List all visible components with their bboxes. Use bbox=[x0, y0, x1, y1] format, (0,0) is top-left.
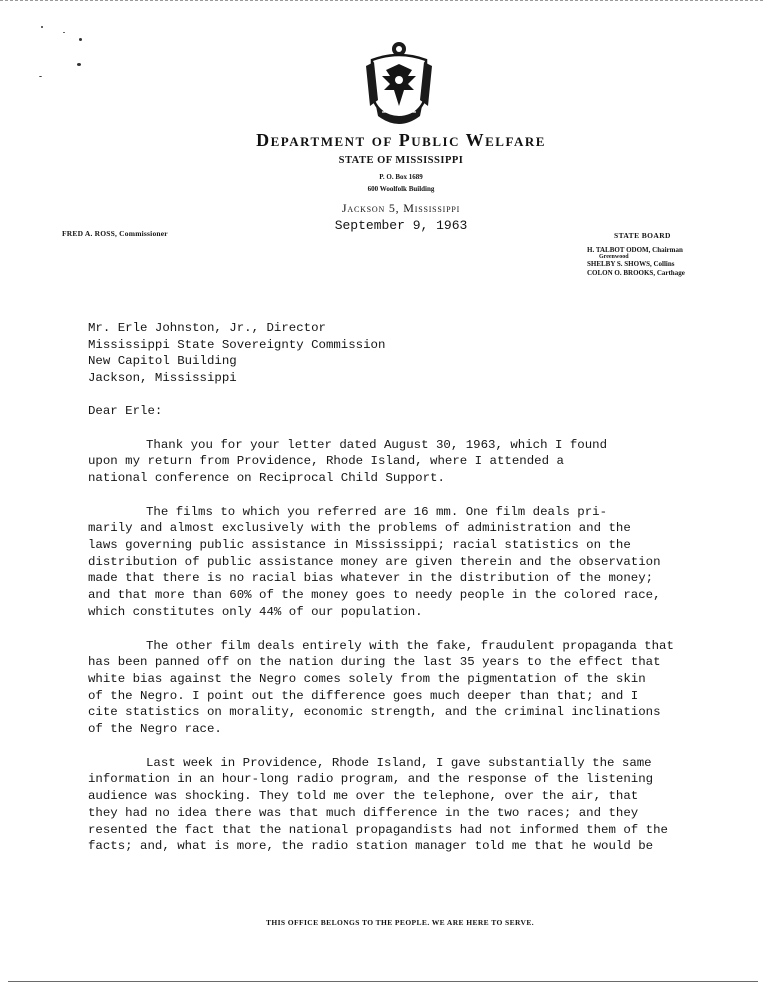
scan-speck bbox=[41, 26, 43, 28]
recipient-line: Jackson, Mississippi bbox=[88, 371, 237, 386]
paragraph bbox=[88, 638, 728, 738]
text-line: resented the fact that the national propagandists had not informed them of the bbox=[88, 822, 668, 837]
department-title: Department of Public Welfare bbox=[256, 130, 546, 150]
text-line: has been panned off on the nation during the last 35 years to the effect that bbox=[88, 655, 661, 670]
letter-date: September 9, 1963 bbox=[334, 218, 468, 233]
state-board-title: STATE BOARD bbox=[614, 231, 671, 240]
paragraph bbox=[88, 755, 728, 855]
recipient-line: Mississippi State Sovereignty Commission bbox=[88, 337, 386, 352]
text-line: national conference on Reciprocal Child Support. bbox=[88, 470, 445, 485]
text-line: made that there is no racial bias whatever in the distribution of the money; bbox=[88, 571, 654, 586]
city-address: Jackson 5, Mississippi bbox=[341, 201, 461, 215]
letter-body bbox=[88, 320, 728, 872]
text-line: distribution of public assistance money are given therein and the observation bbox=[88, 554, 661, 569]
scan-speck bbox=[77, 63, 81, 66]
recipient-line: Mr. Erle Johnston, Jr., Director bbox=[88, 321, 326, 335]
text-line: they had no idea there was that much difference in the two races; and they bbox=[88, 805, 639, 820]
text-line: marily and almost exclusively with the problems of administration and the bbox=[88, 521, 631, 536]
text-line: which constitutes only 44% of our population. bbox=[88, 604, 423, 619]
footer-motto: THIS OFFICE BELONGS TO THE PEOPLE. WE ARE HERE TO SERVE. bbox=[265, 918, 535, 927]
text-line: laws governing public assistance in Mississippi; racial statistics on the bbox=[88, 538, 631, 553]
recipient-line: New Capitol Building bbox=[88, 354, 237, 369]
paragraph bbox=[88, 504, 728, 621]
text-line: of the Negro race. bbox=[88, 722, 222, 737]
scan-speck bbox=[39, 76, 42, 77]
board-member-city: Greenwood bbox=[599, 253, 629, 260]
bottom-border bbox=[8, 981, 758, 982]
recipient-address bbox=[88, 320, 728, 387]
board-member: H. TALBOT ODOM, Chairman bbox=[587, 246, 683, 254]
commissioner-name: FRED A. ROSS, Commissioner bbox=[62, 229, 168, 238]
building-address: 600 Woolfolk Building bbox=[367, 185, 435, 193]
text-line: Thank you for your letter dated August 30, 1963, which I found bbox=[146, 437, 608, 452]
text-line: and that more than 60% of the money goes to needy people in the colored race, bbox=[88, 588, 661, 603]
state-seal-icon bbox=[360, 40, 438, 126]
board-member: SHELBY S. SHOWS, Collins bbox=[587, 260, 675, 269]
po-box: P. O. Box 1689 bbox=[379, 173, 423, 181]
text-line: The other film deals entirely with the fake, fraudulent propaganda that bbox=[146, 638, 674, 653]
text-line: The films to which you referred are 16 mm. One film deals pri- bbox=[146, 504, 608, 519]
scan-speck bbox=[79, 38, 82, 41]
board-member-list bbox=[587, 246, 685, 277]
board-member: COLON O. BROOKS, Carthage bbox=[587, 268, 685, 277]
text-line: facts; and, what is more, the radio station manager told me that he would be bbox=[88, 839, 654, 854]
text-line: cite statistics on morality, economic strength, and the criminal inclinations bbox=[88, 705, 661, 720]
text-line: white bias against the Negro comes solely from the pigmentation of the skin bbox=[88, 671, 646, 686]
state-name: STATE OF MISSISSIPPI bbox=[338, 155, 464, 166]
text-line: audience was shocking. They told me over the telephone, over the air, that bbox=[88, 789, 639, 804]
top-border bbox=[0, 0, 763, 1]
text-line: information in an hour-long radio program, and the response of the listening bbox=[88, 772, 654, 787]
paragraph bbox=[88, 437, 728, 487]
text-line: of the Negro. I point out the difference goes much deeper than that; and I bbox=[88, 688, 639, 703]
text-line: Last week in Providence, Rhode Island, I gave substantially the same bbox=[146, 755, 652, 770]
salutation: Dear Erle: bbox=[88, 403, 163, 418]
scan-speck bbox=[63, 32, 65, 33]
text-line: upon my return from Providence, Rhode Island, where I attended a bbox=[88, 454, 564, 469]
